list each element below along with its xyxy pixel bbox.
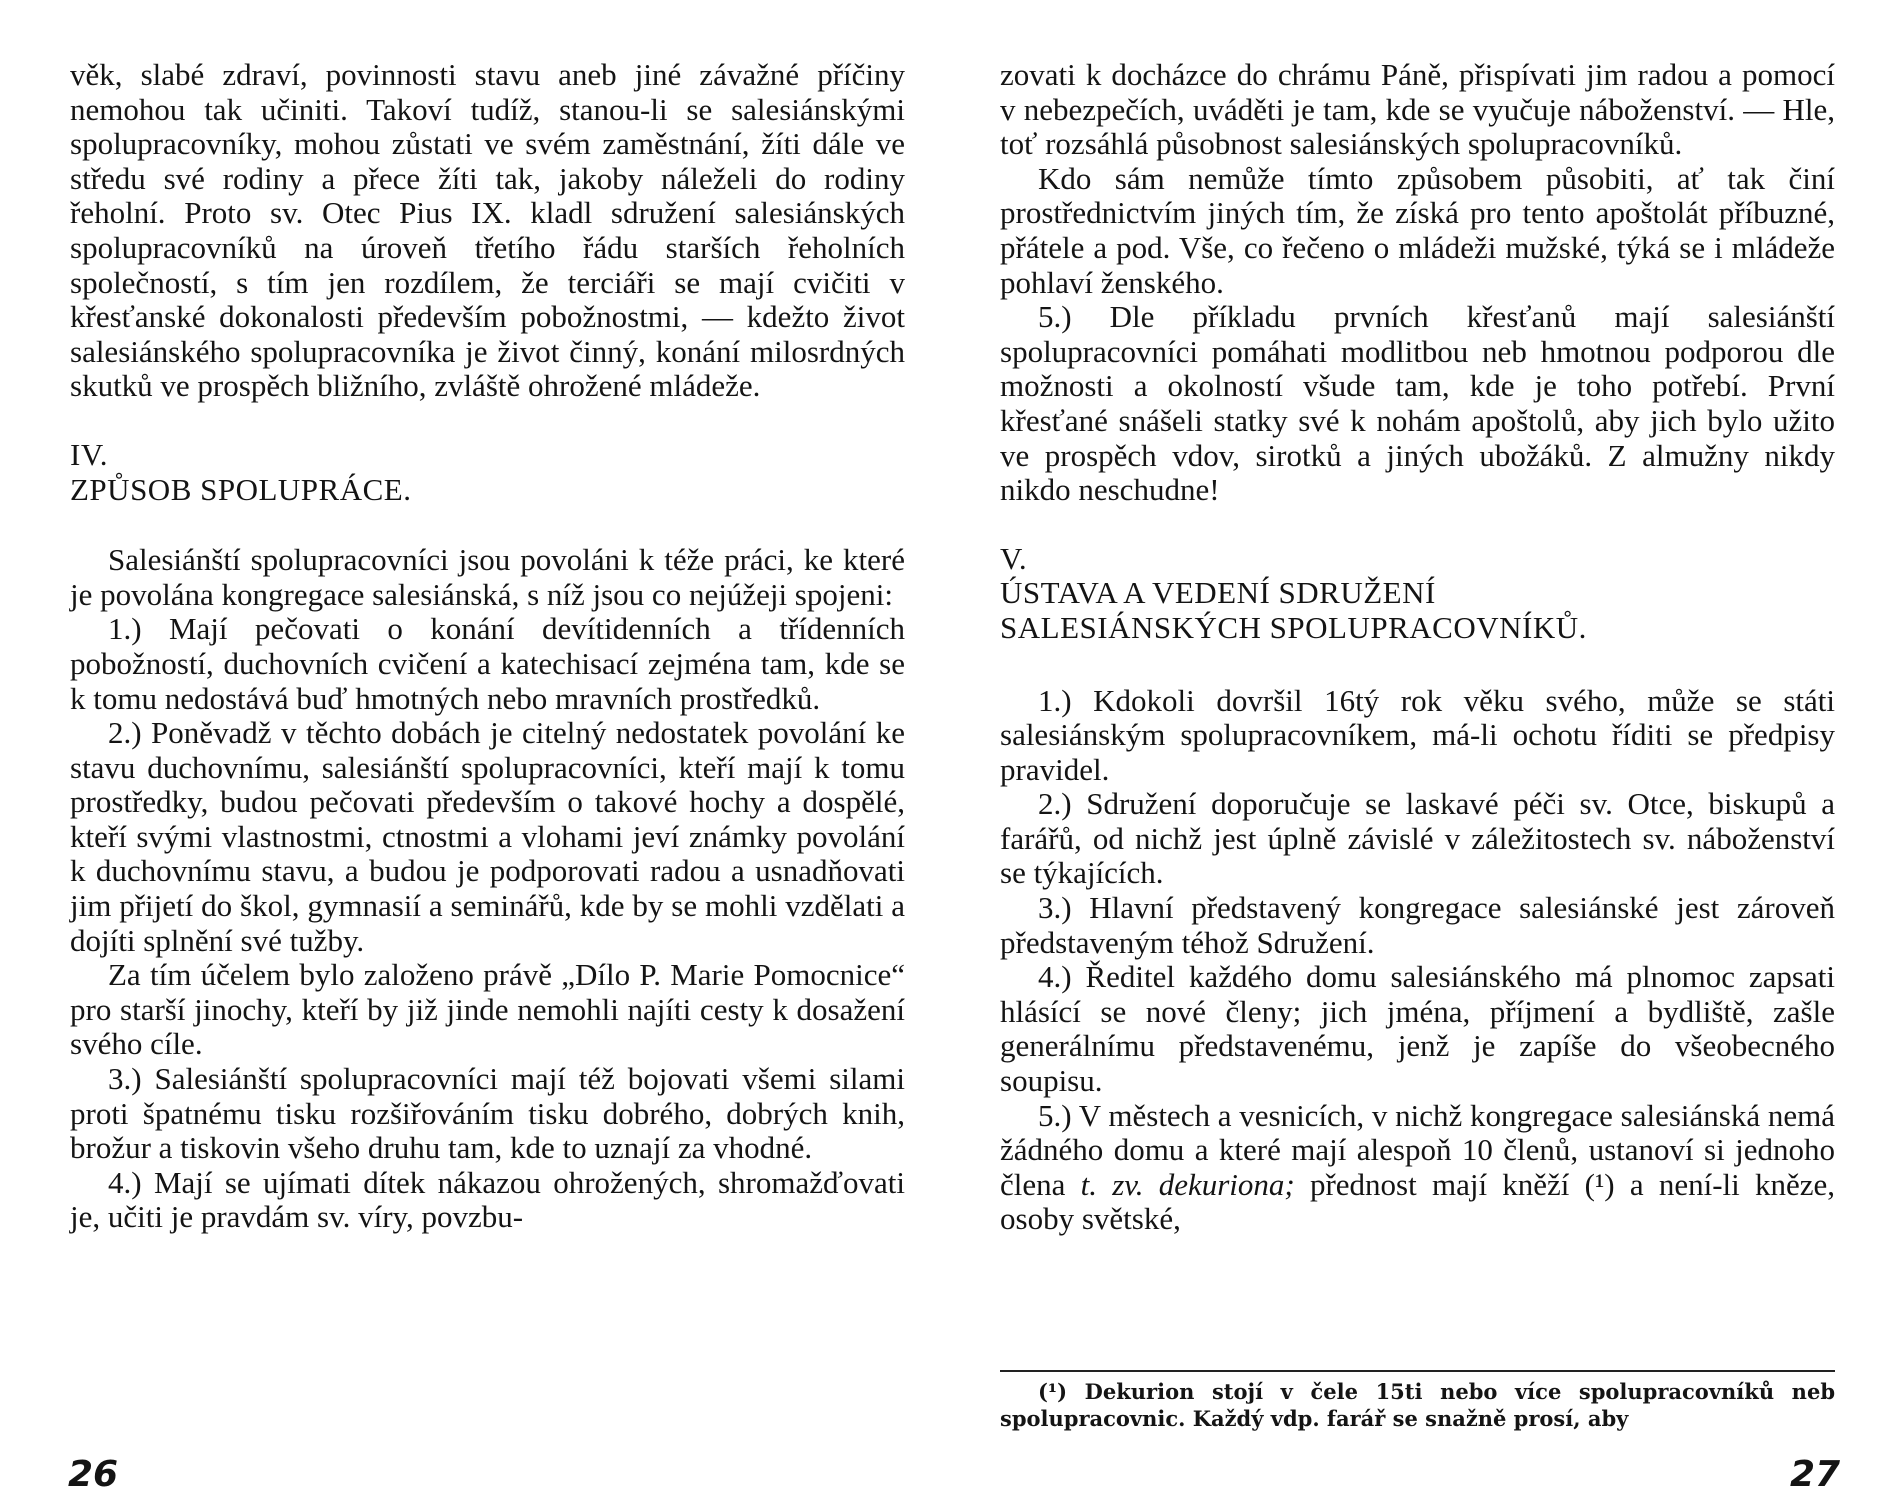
right-paragraph-8 (1000, 1099, 1835, 1237)
left-paragraph-5: Za tím účelem bylo založeno právě „Dílo P. Marie Pomocnice“ pro starší jinochy, kteří by již jinde nemohli najíti cesty k dosažení svého cíle. (70, 957, 905, 1062)
left-paragraph-3: 1.) Mají pečovati o konání devítidenních a třídenních pobožností, duchovních cvičení a katechisací zejména tam, kde se k tomu nedostává buď hmotných nebo mravních prostředků. (70, 611, 905, 716)
left-section-title: ZPŮSOB SPOLUPRÁCE. (70, 471, 412, 507)
right-paragraph-2: Kdo sám nemůže tímto způsobem působiti, ať tak činí prostřednictvím jiných tím, že získá pro tento apoštolát příbuzné, přátele a pod. Vše, co řečeno o mládeži mužské, týká se i mládeže pohlaví ženského. (1000, 160, 1835, 300)
page-number-right: 27 (1790, 1454, 1841, 1495)
left-paragraph-2: Salesiánští spolupracovníci jsou povoláni k téže práci, ke které je povolána kongregace salesiánská, s níž jsou co nejúžeji spojeni: (70, 542, 905, 612)
footnote-divider (1000, 1370, 1835, 1372)
left-section-number: IV. (70, 436, 108, 472)
left-paragraph-7: 4.) Mají se ujímati dítek nákazou ohrožených, shromažďovati je, učiti je pravdám sv. víry, povzbu- (70, 1164, 905, 1235)
page-number-left: 26 (68, 1454, 119, 1495)
right-section-number: V. (1000, 540, 1028, 576)
right-paragraph-8-part-a: 5.) V městech a vesnicích, v nichž kongregace salesiánská nemá žádného domu a které mají alespoň 10 členů, ustanoví si jednoho člena (1000, 1097, 1835, 1202)
left-page (70, 58, 905, 1235)
right-section-title-line-2: SALESIÁNSKÝCH SPOLUPRACOVNÍKŮ. (1000, 609, 1587, 645)
right-paragraph-6: 3.) Hlavní představený kongregace salesiánské jest zároveň představeným téhož Sdružení. (1000, 890, 1835, 960)
footnote: (¹) Dekurion stojí v čele 15ti nebo více spolupracovníků neb spolupracovnic. Každý vdp. farář se snažně prosí, aby (1000, 1379, 1835, 1431)
right-paragraph-8-italic: t. zv. dekuriona; (1080, 1166, 1295, 1202)
right-paragraph-5: 2.) Sdružení doporučuje se laskavé péči sv. Otce, biskupů a farářů, od nichž jest úplně závislé v záležitostech sv. náboženství se týkajících. (1000, 786, 1835, 891)
right-paragraph-1: zovati k docházce do chrámu Páně, přispívati jim radou a pomocí v nebezpečích, uváděti je tam, kde se vyučuje náboženství. — Hle, toť rozsáhlá působnost salesiánských spolupracovníků. (1000, 57, 1835, 162)
left-paragraph-4: 2.) Poněvadž v těchto dobách je citelný nedostatek povolání ke stavu duchovnímu, salesiánští spolupracovníci, kteří mají k tomu prostředky, budou pečovati především o takové hochy a dospělé, kteří svými vlastnostmi, ctnostmi a vlohami jeví známky povolání k duchovnímu stavu, a budou je podporovati radou a usnadňovati jim přijetí do škol, gymnasií a seminářů, kde by se mohli vzdělati a dojíti splnění své tužby. (70, 715, 905, 958)
footnote-reference: (¹) (1584, 1166, 1615, 1202)
right-paragraph-4: 1.) Kdokoli dovršil 16tý rok věku svého, může se státi salesiánským spolupracovníkem, má-li ochotu říditi se předpisy pravidel. (1000, 682, 1835, 787)
left-paragraph-1: věk, slabé zdraví, povinnosti stavu aneb jiné závažné příčiny nemohou tak učiniti. Takoví tudíž, stanou-li se salesiánskými spolupracovníky, mohou zůstati ve svém zaměstnání, žíti dále ve středu své rodiny a přece žíti tak, jakoby náleželi do rodiny řeholní. Proto sv. Otec Pius IX. kladl sdružení salesiánských spolupracovníků na úroveň třetího řádu starších řeholních společností, s tím jen rozdílem, že terciáři se mají cvičiti v křesťanské dokonalosti především pobožnostmi, — kdežto život salesiánského spolupracovníka je život činný, konání milosrdných skutků ve prospěch bližního, zvláště ohrožené mládeže. (70, 57, 905, 404)
left-paragraph-6: 3.) Salesiánští spolupracovníci mají též bojovati všemi silami proti špatnému tisku rozšiřováním tisku dobrého, dobrých knih, brožur a tiskovin všeho druhu tam, kde to uznají za vhodné. (70, 1061, 905, 1166)
right-page (1000, 58, 1835, 1237)
right-paragraph-8-part-c: a není-li kněze, osoby světské, (1000, 1166, 1836, 1237)
right-section-title-line-1: ÚSTAVA A VEDENÍ SDRUŽENÍ (1000, 575, 1436, 611)
right-paragraph-8-part-b: přednost mají kněží (1294, 1166, 1585, 1202)
right-paragraph-3: 5.) Dle příkladu prvních křesťanů mají salesiánští spolupracovníci pomáhati modlitbou neb hmotnou podporou dle možnosti a okolností všude tam, kde je toho potřebí. První křesťané snášeli statky své k nohám apoštolů, aby jich bylo užito ve prospěch vdov, sirotků a jiných ubožáků. Z almužny nikdy nikdo neschudne! (1000, 299, 1835, 508)
right-paragraph-7: 4.) Ředitel každého domu salesiánského má plnomoc zapsati hlásící se nové členy; jich jména, příjmení a bydliště, zašle generálnímu představenému, jenž je zapíše do všeobecného soupisu. (1000, 959, 1835, 1099)
